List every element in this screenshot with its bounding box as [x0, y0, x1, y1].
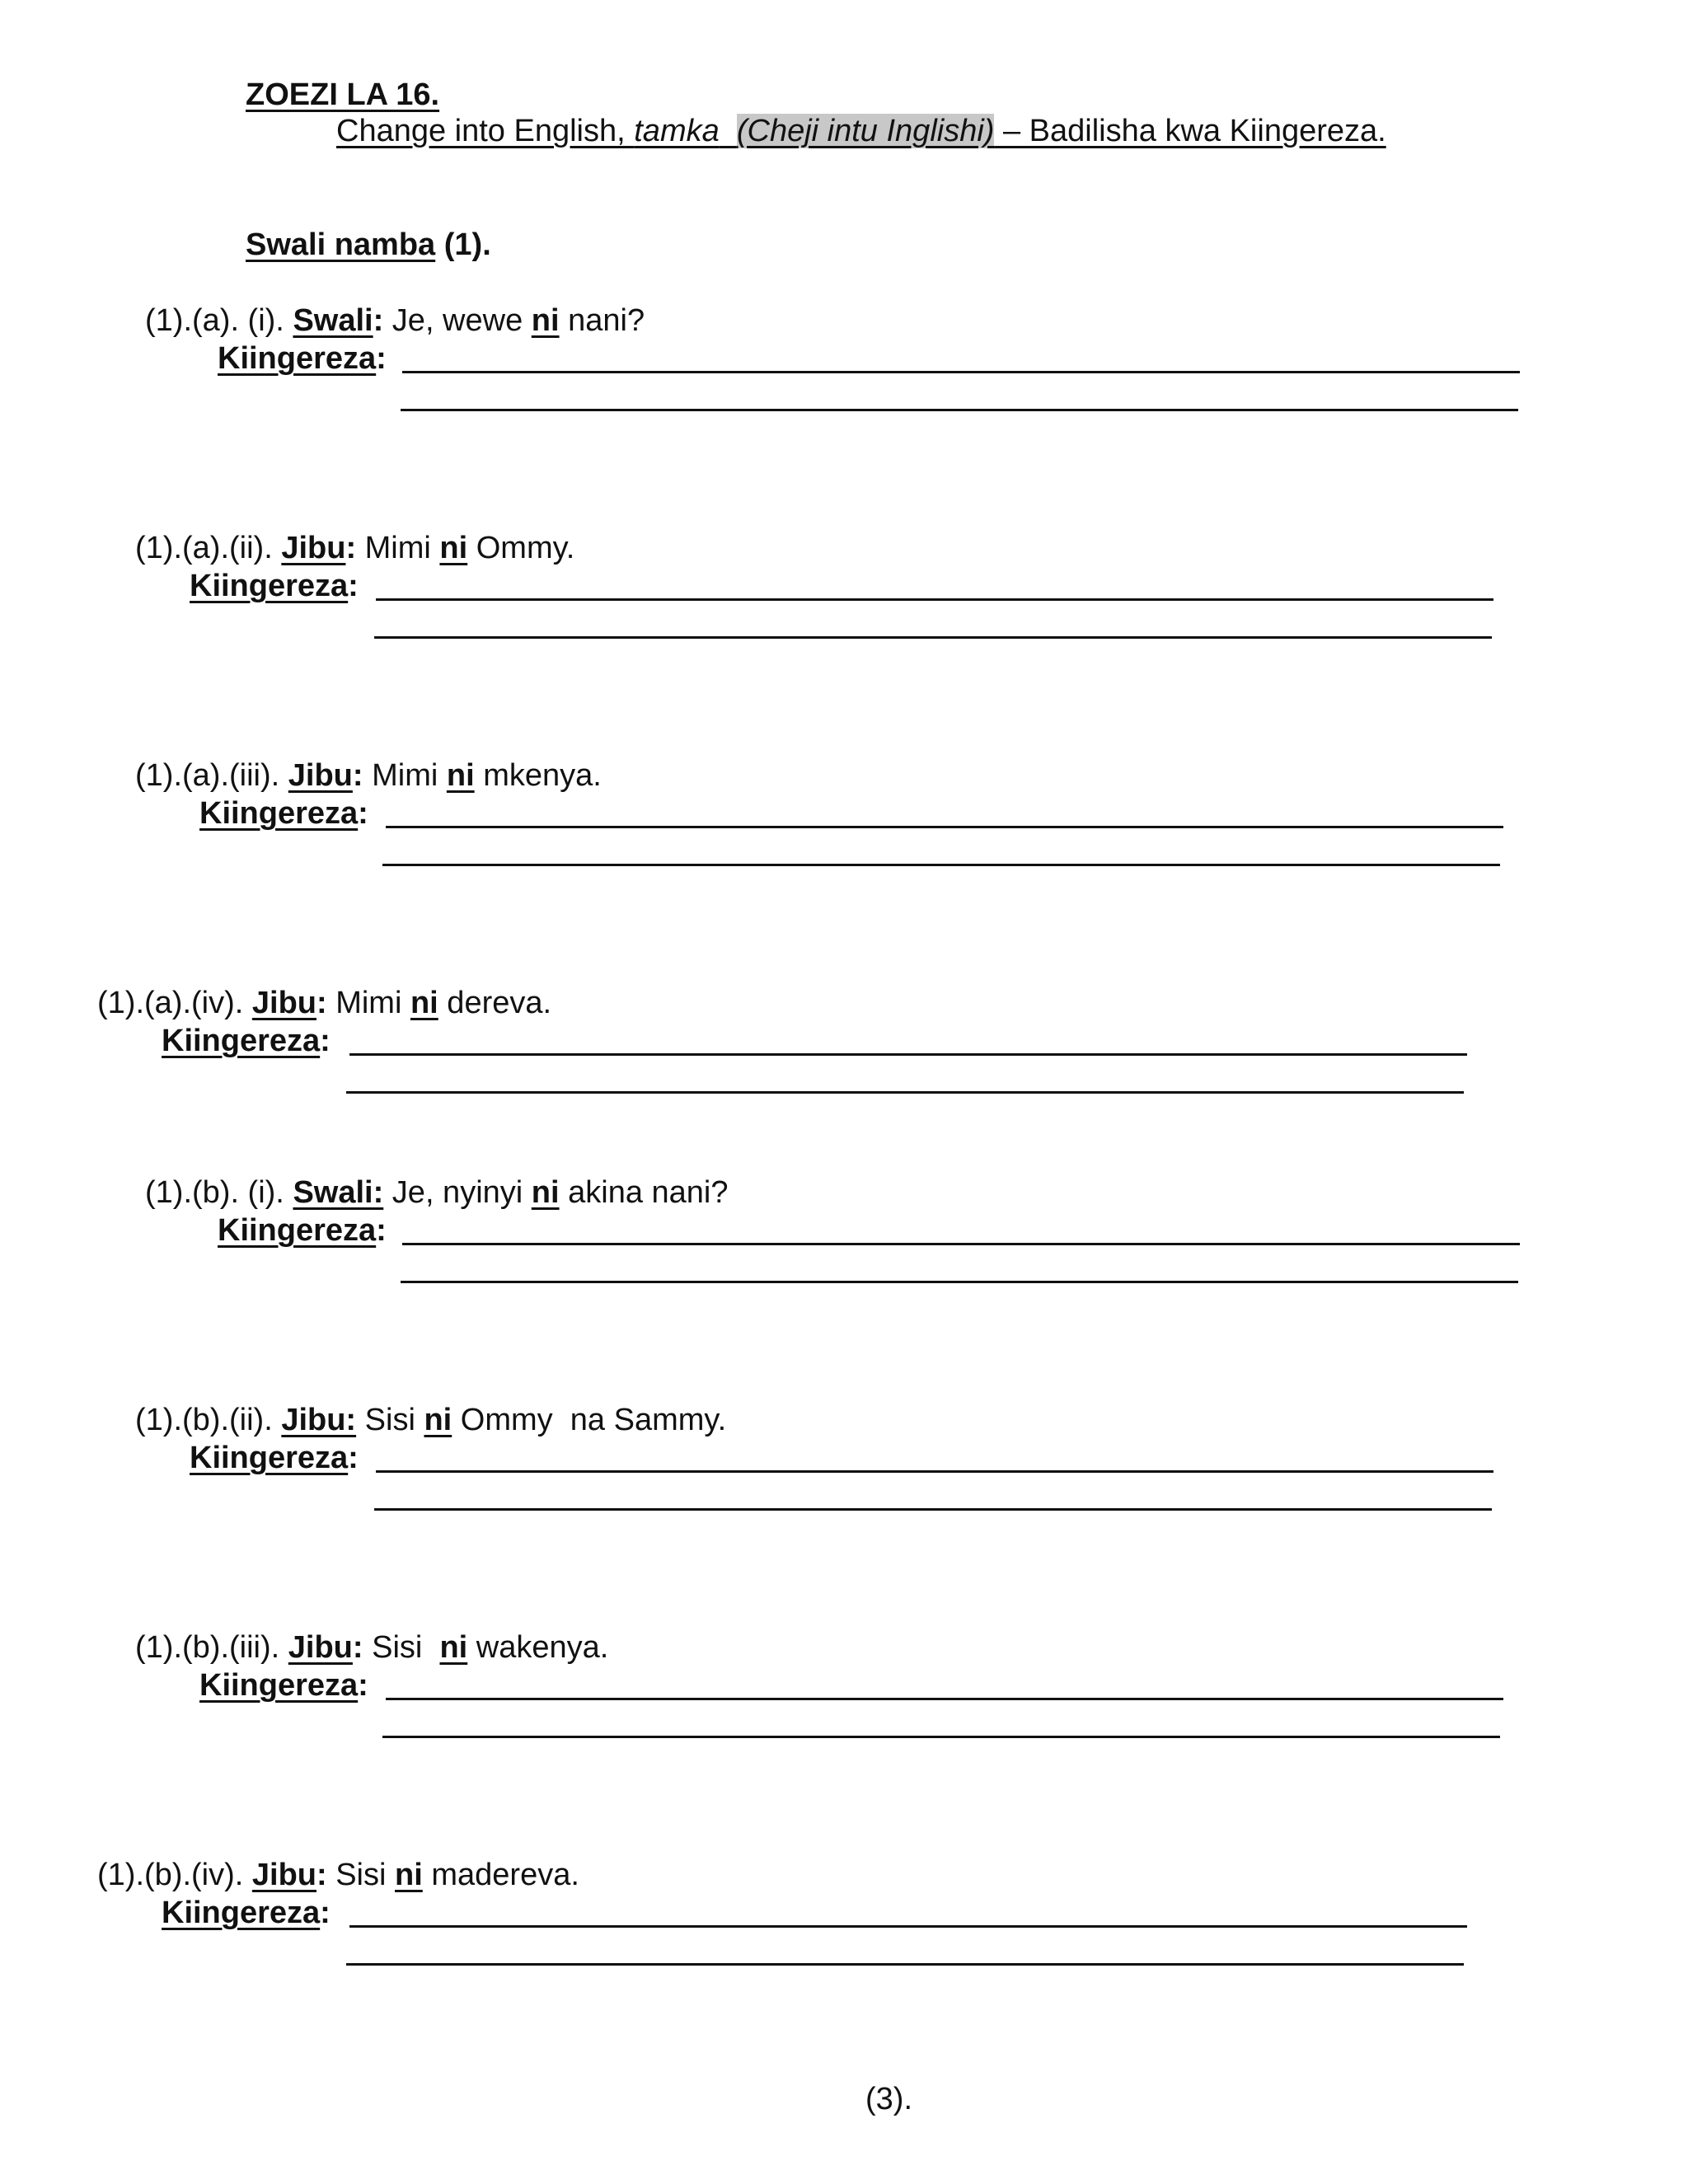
question-colon: : — [316, 1858, 327, 1892]
question-pre: Sisi — [326, 1858, 396, 1892]
instruction-tamka: tamka — [634, 114, 720, 148]
answer-colon: : — [320, 1024, 331, 1058]
question-post: madereva. — [422, 1858, 579, 1892]
answer-label: Kiingereza — [190, 569, 349, 603]
question-pre: Mimi — [363, 758, 447, 793]
question-ni: ni — [531, 303, 560, 338]
question-kind: Jibu — [288, 1630, 353, 1665]
question-number: (1).(b).(iii). — [135, 1630, 288, 1665]
answer-label-0 — [218, 343, 387, 374]
question-ni: ni — [531, 1175, 560, 1210]
question-number: (1).(a). (i). — [145, 303, 293, 338]
answer-line-1a[interactable] — [376, 598, 1493, 601]
answer-line-1b[interactable] — [374, 636, 1492, 639]
question-pre: Sisi — [356, 1403, 424, 1437]
question-kind: Jibu — [281, 531, 346, 565]
page-number: (3). — [865, 2082, 912, 2116]
answer-label-6 — [199, 1670, 368, 1701]
question-ni: ni — [424, 1403, 452, 1437]
answer-label: Kiingereza — [218, 341, 377, 376]
question-kind: Jibu — [251, 986, 316, 1020]
answer-line-2b[interactable] — [382, 864, 1500, 866]
answer-label-2 — [199, 798, 368, 829]
question-kind: Jibu — [251, 1858, 316, 1892]
question-colon: : — [352, 758, 363, 793]
question-post: nani? — [559, 303, 645, 338]
instruction-pronunciation: (Cheji intu Inglishi) — [736, 114, 995, 148]
answer-line-4b[interactable] — [401, 1281, 1518, 1283]
answer-line-0b[interactable] — [401, 409, 1518, 411]
section-title: Swali namba — [246, 227, 436, 262]
question-ni: ni — [439, 1630, 468, 1665]
question-post: dereva. — [438, 986, 552, 1020]
question-colon: : — [352, 1630, 363, 1665]
answer-label-5 — [190, 1442, 359, 1474]
answer-label: Kiingereza — [162, 1896, 321, 1930]
exercise-title: ZOEZI LA 16. — [246, 77, 440, 112]
question-ni: ni — [446, 758, 475, 793]
question-kind: Jibu: — [281, 1403, 357, 1437]
question-pre: Sisi — [363, 1630, 440, 1665]
answer-label-3 — [162, 1025, 331, 1057]
question-7 — [97, 1859, 579, 1891]
answer-colon: : — [320, 1896, 331, 1930]
question-number: (1).(a).(iv). — [97, 986, 252, 1020]
question-2 — [135, 760, 602, 791]
answer-line-4a[interactable] — [402, 1243, 1520, 1245]
question-number: (1).(b).(iv). — [97, 1858, 252, 1892]
question-3 — [97, 987, 551, 1019]
question-4 — [145, 1177, 729, 1208]
question-6 — [135, 1632, 608, 1663]
question-post: wakenya. — [467, 1630, 609, 1665]
answer-label: Kiingereza — [199, 796, 359, 831]
answer-colon: : — [348, 1441, 359, 1475]
answer-colon: : — [376, 341, 387, 376]
question-ni: ni — [410, 986, 438, 1020]
answer-label: Kiingereza — [218, 1213, 377, 1248]
answer-line-5b[interactable] — [374, 1508, 1492, 1511]
question-post: akina nani? — [559, 1175, 729, 1210]
answer-colon: : — [376, 1213, 387, 1248]
answer-label-4 — [218, 1215, 387, 1246]
question-ni: ni — [395, 1858, 423, 1892]
answer-line-7b[interactable] — [346, 1963, 1464, 1966]
question-pre: Je, nyinyi — [383, 1175, 532, 1210]
question-number: (1).(a).(iii). — [135, 758, 288, 793]
question-post: Ommy. — [467, 531, 575, 565]
question-colon: : — [316, 986, 327, 1020]
answer-line-6b[interactable] — [382, 1736, 1500, 1738]
answer-line-6a[interactable] — [386, 1698, 1503, 1700]
instruction-part1: Change into English, — [336, 114, 635, 148]
answer-colon: : — [358, 796, 368, 831]
answer-label: Kiingereza — [162, 1024, 321, 1058]
answer-line-3a[interactable] — [349, 1053, 1467, 1056]
question-pre: Mimi — [356, 531, 440, 565]
question-colon: : — [345, 531, 357, 565]
answer-line-7a[interactable] — [349, 1925, 1467, 1928]
instruction-gap — [720, 114, 737, 148]
question-pre: Mimi — [326, 986, 410, 1020]
question-number: (1).(b).(ii). — [135, 1403, 282, 1437]
instruction-part2: – Badilisha kwa Kiingereza. — [994, 114, 1386, 148]
answer-label-1 — [190, 570, 359, 602]
question-colon: : — [373, 303, 384, 338]
question-kind: Swali: — [293, 1175, 384, 1210]
section-heading — [246, 229, 491, 260]
answer-line-0a[interactable] — [402, 371, 1520, 373]
question-5 — [135, 1404, 726, 1436]
instruction-line — [336, 115, 1386, 147]
question-number: (1).(a).(ii). — [135, 531, 282, 565]
question-0 — [145, 305, 645, 336]
answer-label: Kiingereza — [190, 1441, 349, 1475]
question-pre: Je, wewe — [383, 303, 532, 338]
answer-line-3b[interactable] — [346, 1091, 1464, 1094]
answer-line-5a[interactable] — [376, 1470, 1493, 1473]
question-ni: ni — [439, 531, 468, 565]
question-number: (1).(b). (i). — [145, 1175, 293, 1210]
question-1 — [135, 532, 574, 564]
answer-colon: : — [358, 1668, 368, 1703]
answer-line-2a[interactable] — [386, 826, 1503, 828]
answer-label: Kiingereza — [199, 1668, 359, 1703]
section-number: (1). — [435, 227, 491, 262]
question-kind: Jibu — [288, 758, 353, 793]
answer-colon: : — [348, 569, 359, 603]
question-post: Ommy na Sammy. — [452, 1403, 727, 1437]
question-post: mkenya. — [474, 758, 602, 793]
question-kind: Swali — [293, 303, 373, 338]
answer-label-7 — [162, 1897, 331, 1929]
